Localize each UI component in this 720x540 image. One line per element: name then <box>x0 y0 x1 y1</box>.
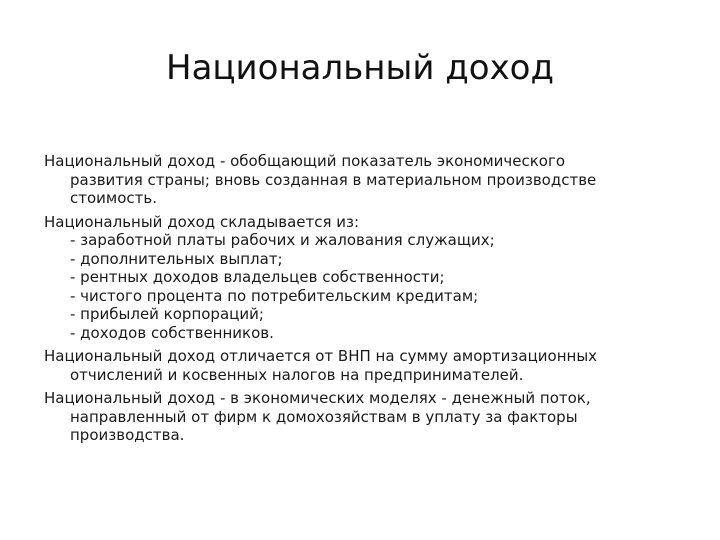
definition-paragraph <box>44 152 684 208</box>
gnp-difference-paragraph <box>44 347 684 384</box>
paragraph-line: Национальный доход - обобщающий показатель экономического <box>44 152 566 170</box>
paragraph-line: Национальный доход - в экономических моделях - денежный поток, <box>44 389 591 407</box>
paragraph-line: развития страны; вновь созданная в материальном производстве <box>70 170 597 189</box>
paragraph-line: Национальный доход отличается от ВНП на сумму амортизационных <box>44 347 598 365</box>
paragraph-line: отчислений и косвенных налогов на предпринимателей. <box>70 365 524 384</box>
list-item: - заработной платы рабочих и жалования служащих; <box>70 231 495 249</box>
list-item: - рентных доходов владельцев собственности; <box>70 268 445 286</box>
list-item: - доходов собственников. <box>70 323 274 342</box>
economic-models-paragraph <box>44 389 684 445</box>
income-components-list <box>44 231 684 342</box>
list-item: - дополнительных выплат; <box>70 249 283 268</box>
list-item: - чистого процента по потребительским кредитам; <box>70 286 479 305</box>
list-item: - прибылей корпораций; <box>70 305 264 323</box>
paragraph-line: направленный от фирм к домохозяйствам в уплату за факторы <box>70 407 578 426</box>
paragraph-line: производства. <box>70 426 185 444</box>
paragraph-line: стоимость. <box>70 189 157 207</box>
paragraph-line: Национальный доход складывается из: <box>44 212 360 231</box>
slide-title: Национальный доход <box>166 48 554 88</box>
slide-body <box>44 152 684 450</box>
composition-paragraph <box>44 213 684 232</box>
